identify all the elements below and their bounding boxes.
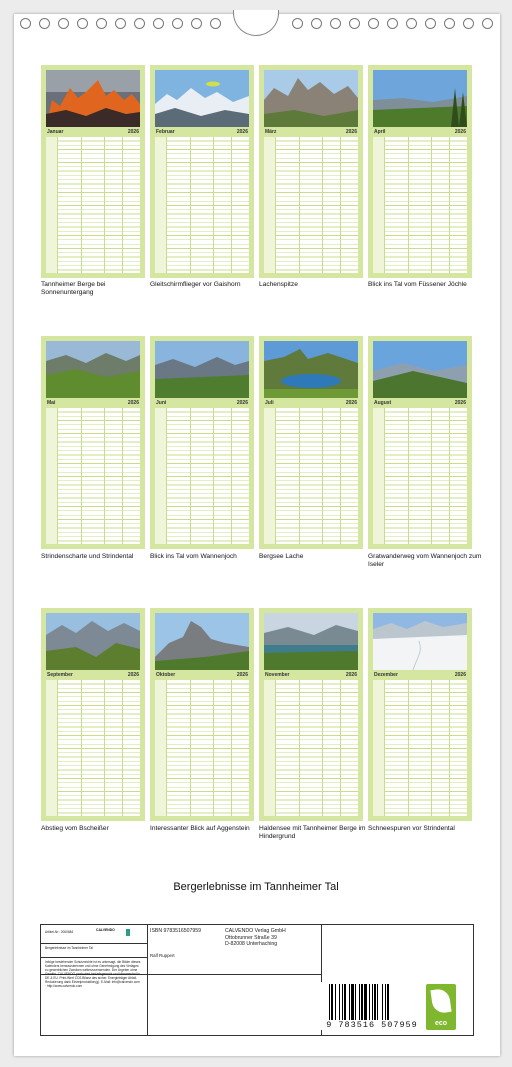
month-panel — [259, 65, 363, 278]
month-header — [155, 128, 249, 136]
binding-ring — [406, 18, 417, 29]
binding-ring — [444, 18, 455, 29]
binding-ring — [77, 18, 88, 29]
month-header — [264, 128, 358, 136]
month-name: Juli — [265, 400, 274, 406]
month-name: April — [374, 129, 386, 135]
legal-text: Infolge bestehender Schutzrechte ist es untersagt, die Bilder dieses Kalenders herauszutrennen und ohne Genehmigung des Verlages zu gewerblichen Zwecken weiterzuverwenden. Der Urgeber ohne Gewähr. CALVENDO produziert bedarfsgerecht und klimaneutral in DE & EU. Print-Wert CO2-Bilanz des sicher. Energieträger Abfall-Reduzierung dank Einzelproduktion(g). E-Mail: info@calvendo.com · http://www.calvendo.com — [45, 960, 141, 988]
leaf-icon — [430, 988, 451, 1014]
month-photo — [46, 613, 140, 670]
isbn: ISBN 9783516507959 — [150, 928, 202, 934]
month-name: März — [265, 129, 277, 135]
binding-ring — [153, 18, 164, 29]
month-caption: Blick ins Tal vom Wannenjoch — [150, 553, 237, 560]
month-panel — [150, 336, 254, 549]
month-photo — [155, 613, 249, 670]
author: Ralf Ruppert — [150, 953, 175, 958]
article-number: Artikel-Nr.: 2060684 — [45, 930, 74, 934]
binding-ring — [172, 18, 183, 29]
binding-ring — [115, 18, 126, 29]
day-rows — [155, 137, 249, 273]
binding-ring — [330, 18, 341, 29]
month-panel — [259, 336, 363, 549]
binding-ring — [368, 18, 379, 29]
month-caption: Lachenspitze — [259, 281, 298, 288]
binding-rings — [0, 0, 512, 40]
month-caption: Abstieg vom Bscheißer — [41, 825, 109, 832]
month-year: 2026 — [127, 672, 139, 678]
day-rows — [373, 137, 467, 273]
binding-ring — [349, 18, 360, 29]
month-year: 2026 — [454, 672, 466, 678]
month-name: Oktober — [156, 672, 176, 678]
binding-ring — [425, 18, 436, 29]
month-header — [373, 399, 467, 407]
eco-badge — [426, 984, 456, 1030]
month-photo — [264, 341, 358, 398]
month-name: August — [374, 400, 392, 406]
calendar-title: Bergerlebnisse im Tannheimer Tal — [173, 881, 339, 893]
calvendo-logo-mark — [126, 929, 130, 936]
binding-ring — [20, 18, 31, 29]
day-rows — [46, 137, 140, 273]
month-header — [264, 671, 358, 679]
month-name: Januar — [47, 129, 64, 135]
month-year: 2026 — [127, 400, 139, 406]
month-header — [373, 671, 467, 679]
binding-ring — [191, 18, 202, 29]
month-photo — [373, 341, 467, 398]
month-caption: Interessanter Blick auf Aggenstein — [150, 825, 250, 832]
binding-ring — [39, 18, 50, 29]
month-year: 2026 — [454, 129, 466, 135]
month-photo — [373, 70, 467, 127]
day-rows — [155, 680, 249, 816]
month-panel — [41, 65, 145, 278]
month-photo — [155, 341, 249, 398]
day-rows — [264, 408, 358, 544]
day-rows — [373, 680, 467, 816]
eco-label: eco — [434, 1020, 448, 1027]
month-photo — [264, 613, 358, 670]
month-name: Dezember — [374, 672, 398, 678]
publisher-street: Ottobrunner Straße 39 — [225, 934, 277, 941]
binding-ring — [387, 18, 398, 29]
month-year: 2026 — [345, 129, 357, 135]
month-header — [264, 399, 358, 407]
hanger-hook — [233, 10, 279, 36]
month-panel — [41, 336, 145, 549]
month-year: 2026 — [127, 129, 139, 135]
month-panel — [368, 65, 472, 278]
month-photo — [46, 341, 140, 398]
month-panel — [368, 336, 472, 549]
month-caption: Blick ins Tal vom Füssener Jöchle — [368, 281, 467, 288]
month-caption: Haldensee mit Tannheimer Berge im Hindergrund — [259, 825, 366, 840]
month-panel — [368, 608, 472, 821]
day-rows — [264, 680, 358, 816]
month-header — [155, 671, 249, 679]
month-photo — [373, 613, 467, 670]
day-rows — [155, 408, 249, 544]
month-header — [46, 399, 140, 407]
day-rows — [46, 408, 140, 544]
binding-ring — [292, 18, 303, 29]
month-photo — [46, 70, 140, 127]
month-header — [373, 128, 467, 136]
month-name: September — [47, 672, 73, 678]
calvendo-logo: CALVENDO — [96, 928, 130, 938]
barcode-number: 9 783516 507959 — [326, 1020, 418, 1030]
binding-ring — [210, 18, 221, 29]
binding-ring — [58, 18, 69, 29]
month-panel — [259, 608, 363, 821]
month-name: November — [265, 672, 290, 678]
month-caption: Gratwanderweg vom Wannenjoch zum Iseler — [368, 553, 482, 568]
month-year: 2026 — [236, 129, 248, 135]
publisher-name: CALVENDO Verlag GmbH — [225, 928, 286, 934]
day-rows — [373, 408, 467, 544]
binding-ring — [134, 18, 145, 29]
month-year: 2026 — [236, 400, 248, 406]
month-panel — [41, 608, 145, 821]
binding-ring — [463, 18, 474, 29]
month-caption: Bergsee Lache — [259, 553, 304, 560]
publisher-city: D-82008 Unterhaching — [225, 941, 278, 947]
barcode — [320, 982, 424, 1030]
month-header — [46, 128, 140, 136]
day-rows — [46, 680, 140, 816]
month-panel — [150, 65, 254, 278]
month-year: 2026 — [236, 672, 248, 678]
month-year: 2026 — [454, 400, 466, 406]
month-caption: Gleitschirmflieger vor Gaishorn — [150, 281, 241, 288]
month-year: 2026 — [345, 400, 357, 406]
month-caption: Strindenscharte und Strindental — [41, 553, 134, 560]
month-header — [155, 399, 249, 407]
month-caption: Tannheimer Berge bei Sonnenuntergang — [41, 281, 106, 296]
month-header — [46, 671, 140, 679]
month-name: Mai — [47, 400, 56, 406]
month-name: Juni — [156, 400, 167, 406]
month-name: Februar — [156, 129, 175, 135]
binding-ring — [311, 18, 322, 29]
month-year: 2026 — [345, 672, 357, 678]
binding-ring — [96, 18, 107, 29]
product-title: Bergerlebnisse im Tannheimer Tal — [45, 946, 93, 950]
month-panel — [150, 608, 254, 821]
barcode-bars — [329, 984, 415, 1020]
month-photo — [264, 70, 358, 127]
month-caption: Schneespuren vor Strindental — [368, 825, 455, 832]
binding-ring — [482, 18, 493, 29]
month-photo — [155, 70, 249, 127]
day-rows — [264, 137, 358, 273]
